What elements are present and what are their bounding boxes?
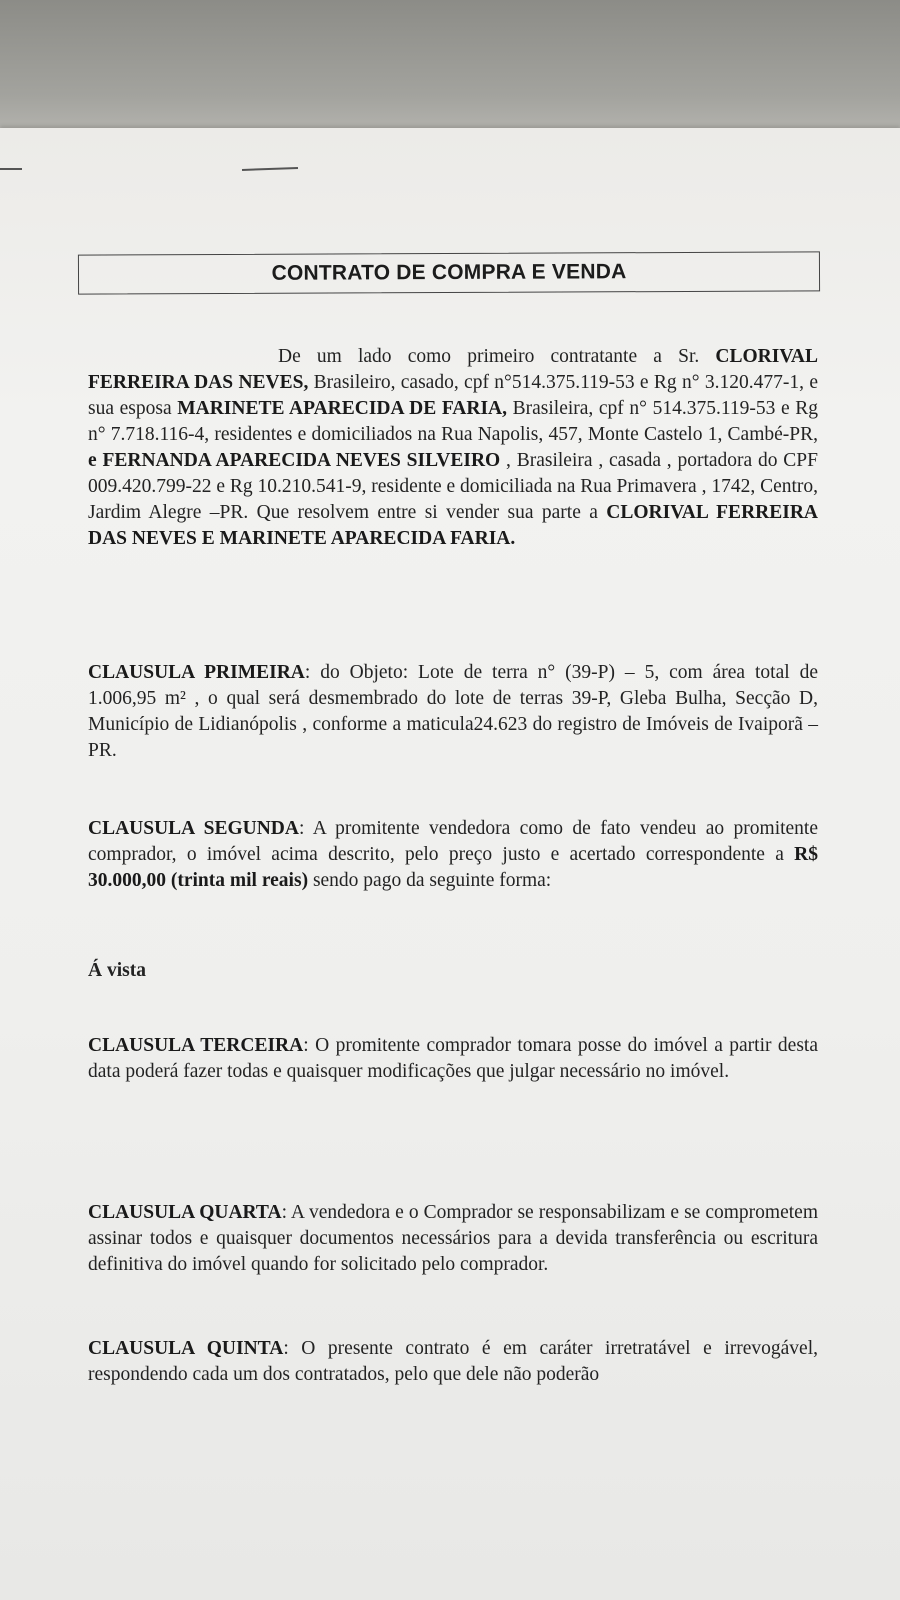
clause-segunda-text-1: : A promitente vendedora como de fato vendeu ao promitente comprador, o imóvel acima descrito, pelo preço justo e acertado correspondente a	[88, 818, 819, 865]
clause-primeira	[88, 660, 818, 764]
clause-quarta	[88, 1200, 818, 1278]
party-name-3: e FERNANDA APARECIDA NEVES SILVEIRO	[88, 450, 501, 471]
clause-primeira-text: : do Objeto: Lote de terra n° (39-P) – 5, com área total de 1.006,95 m² , o qual será desmembrado do lote de terras 39-P, Gleba Bulha, Secção D, Município de Lidianópolis , conforme a maticula24.623 do registro de Imóveis de Ivaiporã –PR.	[88, 662, 818, 761]
clause-terceira	[88, 1033, 818, 1085]
clause-quarta-text: : A vendedora e o Comprador se responsabilizam e se comprometem assinar todos e quaisquer documentos necessários para a devida transferência ou escritura definitiva do imóvel quando for solicitado pelo comprador.	[88, 1202, 818, 1275]
intro-text-2: Brasileiro, casado, cpf n°514.375.119-53 e Rg n° 3.120.477-1, e sua esposa	[88, 372, 818, 419]
clause-quarta-label: CLAUSULA QUARTA	[88, 1202, 282, 1223]
intro-text-4: , Brasileira , casada , portadora do CPF 009.420.799-22 e Rg 10.210.541-9, residente e domiciliada na Rua Primavera , 1742, Centro, Jardim Alegre –PR. Que resolvem entre si vender sua parte a	[88, 450, 819, 523]
document-title: CONTRATO DE COMPRA E VENDA	[271, 260, 627, 285]
intro-text-1: De um lado como primeiro contratante a Sr.	[278, 346, 716, 367]
intro-text-3: Brasileira, cpf n° 514.375.119-53 e Rg n° 7.718.116-4, residentes e domiciliados na Rua Napolis, 457, Monte Castelo 1, Cambé-PR,	[88, 398, 818, 445]
clause-quinta	[88, 1336, 818, 1388]
party-name-2: MARINETE APARECIDA DE FARIA,	[177, 398, 507, 419]
clause-terceira-label: CLAUSULA TERCEIRA	[88, 1035, 304, 1056]
party-name-1: CLORIVAL FERREIRA DAS NEVES,	[88, 346, 818, 393]
clause-segunda-label: CLAUSULA SEGUNDA	[88, 818, 299, 839]
price-amount: R$ 30.000,00 (trinta mil reais)	[88, 844, 818, 891]
clause-segunda	[88, 816, 818, 894]
clause-segunda-text-2: sendo pago da seguinte forma:	[308, 870, 552, 891]
clause-primeira-label: CLAUSULA PRIMEIRA	[88, 662, 305, 683]
pen-mark-left	[0, 168, 22, 170]
clause-quinta-label: CLAUSULA QUINTA	[88, 1338, 284, 1359]
buyers-names: CLORIVAL FERREIRA DAS NEVES E MARINETE APARECIDA FARIA.	[88, 502, 818, 549]
clause-quinta-text: : O presente contrato é em caráter irretratável e irrevogável, respondendo cada um dos contratados, pelo que dele não poderão	[88, 1338, 818, 1385]
payment-method: Á vista	[88, 960, 146, 981]
title-box	[78, 251, 820, 294]
intro-paragraph	[88, 344, 818, 552]
clause-terceira-text: : O promitente comprador tomara posse do imóvel a partir desta data poderá fazer todas e quaisquer modificações que julgar necessário no imóvel.	[88, 1035, 818, 1082]
